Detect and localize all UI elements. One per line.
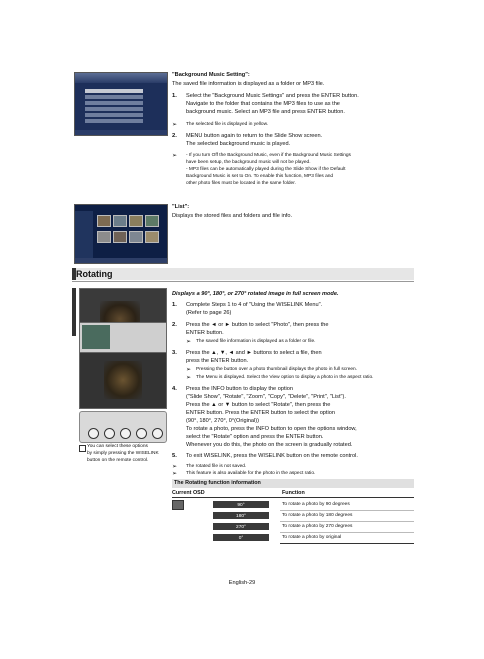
step-number: 5. [172, 453, 177, 459]
rot-step4-line: Press the INFO button to display the option [186, 386, 293, 392]
note-arrow-icon: ➢ [172, 153, 178, 159]
rot-step4-line: Whenever you do this, the photo on the screen is gradually rotated. [186, 442, 353, 448]
step-number: 3. [172, 350, 177, 356]
bgm-note2-line: have been setup, the background music will not be played. [186, 160, 311, 165]
rot-step4-line: (90°, 180°, 270°, 0°(Original)) [186, 418, 259, 424]
rot-endnote: The rotated file is not saved. [186, 464, 247, 469]
bgm-step1-line: background music. Select an MP3 file and press ENTER button. [186, 109, 345, 115]
col-func-header: Function [282, 490, 305, 496]
bgm-note1: The selected file is displayed in yellow. [186, 122, 269, 127]
osd-value: 180° [212, 511, 270, 520]
rot-step2-line: Press the ◄ or ► button to select "Photo", then press the [186, 322, 329, 328]
rot-step2-line: ENTER button. [186, 330, 224, 336]
rot-step4-line: select the "Rotate" option and press the ENTER button. [186, 434, 324, 440]
bgm-note2-line: Background Music is set to On. To enable this function, MP3 files and [186, 174, 334, 179]
photo-list-screenshot [74, 204, 168, 264]
section-divider [72, 281, 414, 282]
rotating-lead: Displays a 90°, 180°, or 270° rotated image in full screen mode. [172, 291, 339, 297]
note-arrow-icon: ➢ [172, 122, 178, 128]
table-func: To rotate a photo by original [282, 535, 342, 540]
rot-step3-line: press the ENTER button. [186, 358, 249, 364]
bgm-note2-line: - MP3 files can be automatically played during the Slide Show if the Default [186, 167, 346, 172]
note-arrow-icon: ➢ [186, 367, 192, 373]
remote-control-image [79, 411, 167, 443]
rot-step4-line: ("Slide Show", "Rotate", "Zoom", "Copy", "Delete", "Print", "List"). [186, 394, 346, 400]
table-func: To rotate a photo by 270 degrees [282, 524, 353, 529]
note-arrow-icon: ➢ [186, 339, 192, 345]
step-number: 1. [172, 93, 177, 99]
bgm-step2-line: MENU button again to return to the Slide Show screen. [186, 133, 323, 139]
col-osd-header: Current OSD [172, 490, 205, 496]
table-title: The Rotating function information [172, 479, 414, 488]
rot-step1-line: Complete Steps 1 to 4 of "Using the WISELINK Menu". [186, 302, 323, 308]
rot-step2-note: The saved file information is displayed as a folder or file. [196, 339, 316, 344]
rot-step3-note: Pressing the button over a photo thumbnail displays the photo in full screen. [196, 367, 358, 372]
section-title: Rotating [76, 269, 113, 279]
rot-step3-line: Press the ▲, ▼, ◄ and ► buttons to select a file, then [186, 350, 322, 356]
bgm-step2-line: The selected background music is played. [186, 141, 291, 147]
rot-endnote: This feature is also available for the photo in the aspect ratio. [186, 471, 316, 476]
note-arrow-icon: ➢ [186, 375, 192, 381]
bgm-step1-line: Select the "Background Music Settings" and press the ENTER button. [186, 93, 359, 99]
table-func: To rotate a photo by 180 degrees [282, 513, 353, 518]
osd-value: 90° [212, 500, 270, 509]
note-book-icon [79, 445, 86, 452]
osd-rotate-icon [172, 500, 184, 510]
osd-value: 0° [212, 533, 270, 542]
left-margin-bar [72, 288, 76, 336]
rot-step1-line: (Refer to page 26) [186, 310, 232, 316]
row-divider [280, 543, 414, 544]
bgm-title: "Background Music Setting": [172, 72, 250, 78]
list-title: "List": [172, 204, 190, 210]
bgm-note2-line: other photo files must be located in the same folder. [186, 181, 296, 186]
sidebar-note-line: You can select these options [87, 444, 148, 449]
table-func: To rotate a photo by 90 degrees [282, 502, 350, 507]
table-header [172, 489, 414, 498]
page-footer: English-29 [228, 580, 256, 586]
note-arrow-icon: ➢ [172, 471, 178, 477]
photo-menu-screenshot [79, 322, 167, 354]
bgm-intro: The saved file information is displayed as a folder or MP3 file. [172, 81, 325, 87]
list-desc: Displays the stored files and folders and file info. [172, 213, 293, 219]
step-number: 2. [172, 133, 177, 139]
step-number: 1. [172, 302, 177, 308]
photo-rotated-screenshot [79, 352, 167, 409]
sidebar-note-line: by simply pressing the WISELINK [87, 451, 159, 456]
step-number: 2. [172, 322, 177, 328]
rot-step4-line: To rotate a photo, press the INFO button to open the options window, [186, 426, 357, 432]
bgm-note2-line: - If you turn Off the Background Music, even if the Background Music Settings [186, 153, 351, 158]
step-number: 4. [172, 386, 177, 392]
osd-value: 270° [212, 522, 270, 531]
rot-step3-note: The Menu is displayed. Select the View option to display a photo in the aspect ratio. [196, 375, 374, 380]
note-arrow-icon: ➢ [172, 464, 178, 470]
bgm-settings-screenshot [74, 72, 168, 136]
section-header-bar [72, 268, 414, 280]
rot-step4-line: Press the ▲ or ▼ button to select "Rotate", then press the [186, 402, 331, 408]
rot-step5: To exit WISELINK, press the WISELINK button on the remote control. [186, 453, 358, 459]
bgm-step1-line: Navigate to the folder that contains the MP3 files to use as the [186, 101, 340, 107]
sidebar-note-line: button on the remote control. [87, 458, 149, 463]
rot-step4-line: ENTER button. Press the ENTER button to select the option [186, 410, 335, 416]
